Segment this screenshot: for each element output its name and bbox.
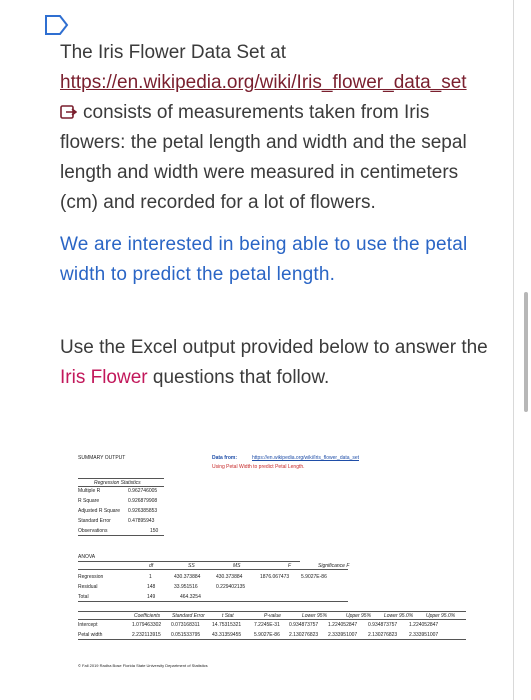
iris-flower-highlight: Iris Flower [60, 367, 148, 388]
anova-row-label: Regression [78, 574, 104, 580]
coef-cell: 0.051533795 [171, 632, 201, 638]
coef-cell: 14.75315321 [212, 622, 242, 628]
reg-stat-label: Standard Error [78, 518, 111, 524]
anova-cell: 430.373884 [174, 574, 201, 580]
external-link-icon[interactable] [60, 105, 77, 120]
data-from-label: Data from: [212, 455, 238, 461]
coef-cell: 0.934873757 [368, 622, 398, 628]
anova-cell: 1 [149, 574, 152, 580]
coef-header: Upper 95.0% [426, 613, 456, 619]
coef-cell: 0.073168311 [171, 622, 200, 628]
coef-header: t Stat [222, 613, 234, 619]
coef-cell: 1.079463302 [132, 622, 162, 628]
reg-stat-value: 0.926385853 [128, 508, 158, 514]
coef-cell: 7.2245E-31 [254, 622, 280, 628]
coef-header: Coefficients [134, 613, 161, 619]
intro-rest: consists of measurements taken from Iris flowers: the petal length and width and the sepal length and width were measured in centimeters (cm) and recorded for a lot of flowers. [60, 102, 467, 213]
anova-cell: 33.951516 [174, 584, 198, 590]
intro-paragraph [60, 38, 490, 218]
anova-header: df [149, 563, 154, 569]
anova-header: Significance F [318, 563, 350, 569]
coef-cell: 43.31359455 [212, 632, 242, 638]
annotation-flag-icon[interactable] [44, 14, 70, 36]
anova-title: ANOVA [78, 554, 96, 560]
summary-output-title: SUMMARY OUTPUT [78, 455, 126, 461]
instruction-before: Use the Excel output provided below to answer the [60, 337, 488, 358]
dataset-link[interactable]: https://en.wikipedia.org/wiki/Iris_flower_data_set [60, 72, 467, 93]
coef-header: P-value [264, 613, 281, 619]
coef-cell: 2.130276823 [289, 632, 319, 638]
coef-cell: 2.232113915 [132, 632, 161, 638]
reg-stat-value: 150 [150, 528, 159, 534]
anova-cell: 148 [147, 584, 156, 590]
anova-cell: 430.373884 [216, 574, 243, 580]
scrollbar-thumb[interactable] [524, 292, 528, 412]
anova-row-label: Total [78, 594, 89, 600]
instruction-paragraph [60, 333, 490, 393]
anova-header: F [288, 563, 292, 569]
coef-cell: 1.224052847 [328, 622, 358, 628]
anova-cell: 5.9027E-86 [301, 574, 327, 580]
anova-cell: 1876.067473 [260, 574, 290, 580]
instruction-after: questions that follow. [147, 367, 330, 388]
reg-stat-value: 0.962746005 [128, 488, 158, 494]
coef-header: Lower 95.0% [384, 613, 414, 619]
anova-row-label: Residual [78, 584, 98, 590]
coef-header: Upper 95% [346, 613, 372, 619]
goal-statement: We are interested in being able to use the petal width to predict the petal length. [60, 234, 468, 285]
coef-cell: 0.934873757 [289, 622, 319, 628]
copyright-footer: © Fall 2019 Radha Bose Florida State University Department of Statistics [78, 663, 208, 668]
excel-output-image [76, 447, 466, 677]
intro-lead: The Iris Flower Data Set at [60, 42, 286, 63]
using-note: Using Petal Width to predict Petal Length. [212, 464, 305, 470]
reg-stat-value: 0.926879908 [128, 498, 158, 504]
coef-header: Standard Error [172, 613, 205, 619]
reg-stat-label: Adjusted R Square [78, 508, 120, 514]
coef-row-label: Intercept [78, 622, 98, 628]
coef-cell: 2.333951007 [328, 632, 358, 638]
anova-cell: 464.3254 [180, 594, 201, 600]
coef-cell: 1.224052847 [409, 622, 439, 628]
data-from-url[interactable]: https://en.wikipedia.org/wiki/Iris_flower_data_set [252, 455, 359, 461]
anova-cell: 0.229402135 [216, 584, 246, 590]
coef-header: Lower 95% [302, 613, 328, 619]
coef-cell: 2.130276823 [368, 632, 398, 638]
anova-header: MS [233, 563, 241, 569]
anova-cell: 149 [147, 594, 156, 600]
coef-cell: 5.9027E-86 [254, 632, 280, 638]
anova-header: SS [188, 563, 195, 569]
coef-cell: 2.333951007 [409, 632, 439, 638]
reg-stat-label: R Square [78, 498, 100, 504]
reg-stat-label: Observations [78, 528, 108, 534]
coef-row-label: Petal width [78, 632, 103, 638]
reg-stat-label: Multiple R [78, 488, 101, 494]
regression-stats-title: Regression Statistics [94, 480, 141, 486]
reg-stat-value: 0.47895943 [128, 518, 155, 524]
